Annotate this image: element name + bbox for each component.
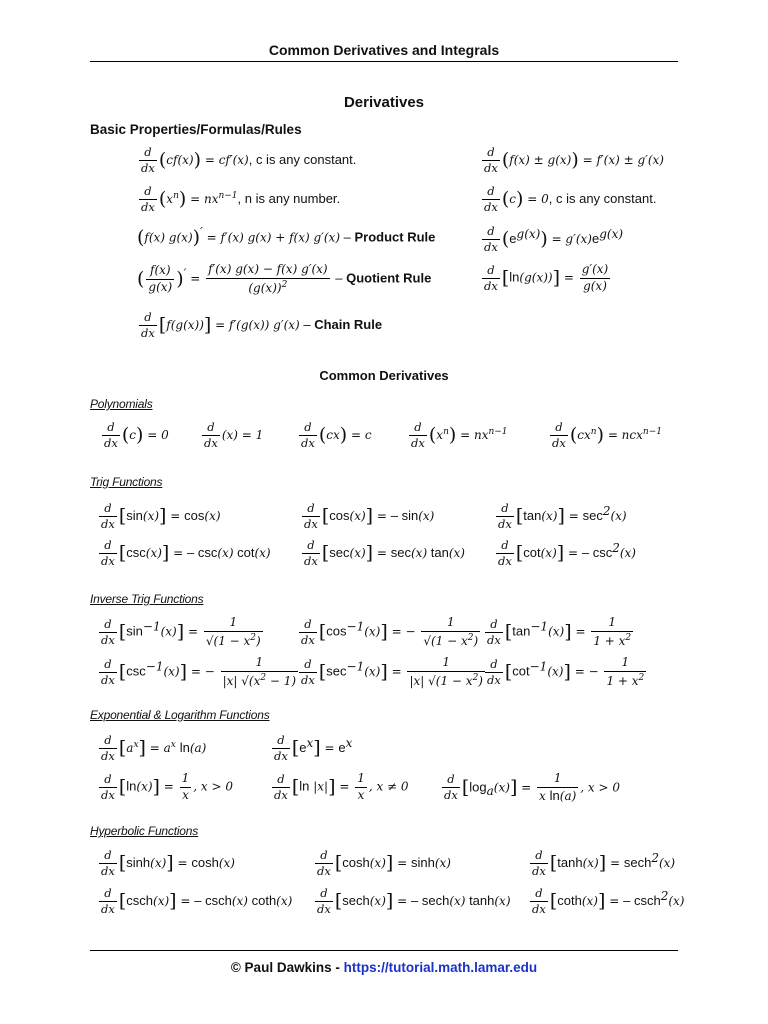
- deriv-cx: $\frac{d}{dx}$ (cx) = c: [301, 420, 372, 451]
- deriv-tan: $\frac{d}{dx}$ $[\tan(x)] = \sec^2(x)$: [498, 501, 627, 532]
- deriv-cosh: $\frac{d}{dx}$ [cosh(x)] = sinh(x): [317, 848, 451, 879]
- deriv-csc: $\frac{d}{dx}$ [csc(x)] = – csc(x) cot(x): [101, 538, 271, 569]
- product-rule-label: Product Rule: [354, 229, 436, 245]
- category-trig: Trig Functions: [90, 475, 163, 489]
- deriv-ln-x: $\frac{d}{dx}$ [ln(x)] = $\frac{1}{x}$ , x > 0: [101, 771, 234, 802]
- category-hyperbolic: Hyperbolic Functions: [90, 824, 199, 838]
- rule-exp-composite: $\frac{d}{dx}$ $(e^{g(x)}) = g'(x)e^{g(x)}$: [484, 224, 624, 255]
- footer-divider: [90, 950, 678, 951]
- common-derivatives-title: Common Derivatives: [319, 368, 449, 383]
- chain-rule-label: Chain Rule: [314, 317, 383, 333]
- rule-product: (f(x) g(x))′ = f′(x) g(x) + f(x) g′(x) – Product Rule: [137, 225, 436, 249]
- deriv-tanh: $\frac{d}{dx}$ [tanh(x)] = sech$^2$(x): [532, 848, 676, 879]
- deriv-x: $\frac{d}{dx}$ (x) = 1: [204, 420, 264, 451]
- deriv-xn: $\frac{d}{dx}$ $(x^n) = nx^{n-1}$: [411, 420, 508, 451]
- rule-power: $\frac{d}{dx}$ $(x^n) = nx^{n-1}$, n is any number.: [141, 184, 341, 215]
- deriv-cxn: $\frac{d}{dx}$ $(cx^n) = ncx^{n-1}$: [552, 420, 662, 451]
- deriv-cot: $\frac{d}{dx}$ [cot(x)] = – $\csc^2(x)$: [498, 538, 636, 569]
- footer: [0, 960, 768, 975]
- deriv-coth: $\frac{d}{dx}$ [coth(x)] = – csch$^2$(x): [532, 886, 685, 917]
- deriv-a-pow-x: $\frac{d}{dx}$ $[a^x] = a^x$ ln(a): [101, 733, 207, 764]
- deriv-cos: $\frac{d}{dx}$ [cos(x)] = – sin(x): [304, 501, 435, 532]
- footer-copyright: © Paul Dawkins -: [230, 960, 344, 975]
- deriv-sec: $\frac{d}{dx}$ [sec(x)] = sec(x) tan(x): [304, 538, 465, 569]
- category-inverse-trig: Inverse Trig Functions: [90, 592, 204, 606]
- deriv-arctan: $\frac{d}{dx}$ $[\tan^{-1}(x)]$ = $\frac{1}{1 + x^2}$: [487, 615, 632, 648]
- deriv-csch: $\frac{d}{dx}$ [csch(x)] = – csch(x) coth(x): [101, 886, 293, 917]
- basic-properties-title: Basic Properties/Formulas/Rules: [90, 122, 302, 137]
- deriv-arccot: $\frac{d}{dx}$ $[\cot^{-1}(x)]$ = − $\frac{1}{1 + x^2}$: [487, 655, 645, 688]
- deriv-arcsin: $\frac{d}{dx}$ $[\sin^{-1}(x)]$ = $\frac{1}{√(1 - x^2)}$: [101, 615, 261, 648]
- rule-chain: $\frac{d}{dx}$ [f(g(x))] = f′(g(x)) g′(x) – Chain Rule: [141, 310, 383, 341]
- category-polynomials: Polynomials: [90, 397, 153, 411]
- deriv-sech: $\frac{d}{dx}$ [sech(x)] = – sech(x) tanh(x): [317, 886, 511, 917]
- footer-link[interactable]: https://tutorial.math.lamar.edu: [343, 960, 538, 975]
- deriv-arcsec: $\frac{d}{dx}$ $[\sec^{-1}(x)]$ = $\frac{1}{|x| √(1 - x^2)}$: [301, 655, 483, 688]
- rule-quotient: ( $\frac{f(x)}{g(x)}$ )′ = $\frac{f'(x) g(x) - f(x) g'(x)}{(g(x))^2}$ – Quotient Rule: [137, 262, 432, 295]
- rule-constant-zero: $\frac{d}{dx}$ (c) = 0, c is any constant.: [484, 184, 657, 215]
- derivatives-title: Derivatives: [343, 94, 425, 111]
- deriv-arccos: $\frac{d}{dx}$ $[\cos^{-1}(x)]$ = − $\frac{1}{√(1 - x^2)}$: [301, 615, 479, 648]
- rule-constant-note: , c is any constant.: [248, 152, 357, 168]
- document-header-title: Common Derivatives and Integrals: [268, 42, 500, 58]
- deriv-e-pow-x: $\frac{d}{dx}$ $[e^x] = e^x$: [274, 733, 353, 764]
- rule-sum-difference: $\frac{d}{dx}$ (f(x) ± g(x)) = f′(x) ± g′(x): [484, 145, 664, 176]
- deriv-sin: $\frac{d}{dx}$ [sin(x)] = cos(x): [101, 501, 221, 532]
- deriv-log-a-x: $\frac{d}{dx}$ $[\log_a(x)]$ = $\frac{1}{\text{x ln(a)}}$ , x > 0: [444, 771, 621, 803]
- deriv-arccsc: $\frac{d}{dx}$ $[\csc^{-1}(x)]$ = − $\frac{1}{|x| √(x^2 - 1)}$: [101, 655, 297, 688]
- deriv-constant: $\frac{d}{dx}$ (c) = 0: [104, 420, 169, 451]
- rule-constant-zero-note: , c is any constant.: [548, 191, 657, 207]
- header-divider: [90, 61, 678, 62]
- rule-power-note: , n is any number.: [237, 191, 341, 207]
- rule-log-composite: $\frac{d}{dx}$ [ln(g(x))] = $\frac{g'(x)}{g(x)}$: [484, 262, 609, 293]
- deriv-ln-abs-x: $\frac{d}{dx}$ [ln |x|] = $\frac{1}{x}$ , x ≠ 0: [274, 771, 409, 802]
- quotient-rule-label: Quotient Rule: [346, 270, 432, 286]
- rule-constant-multiple: $\frac{d}{dx}$ (cf(x)) = cf′(x), c is any constant.: [141, 145, 357, 176]
- deriv-sinh: $\frac{d}{dx}$ [sinh(x)] = cosh(x): [101, 848, 235, 879]
- category-exp-log: Exponential & Logarithm Functions: [90, 708, 270, 722]
